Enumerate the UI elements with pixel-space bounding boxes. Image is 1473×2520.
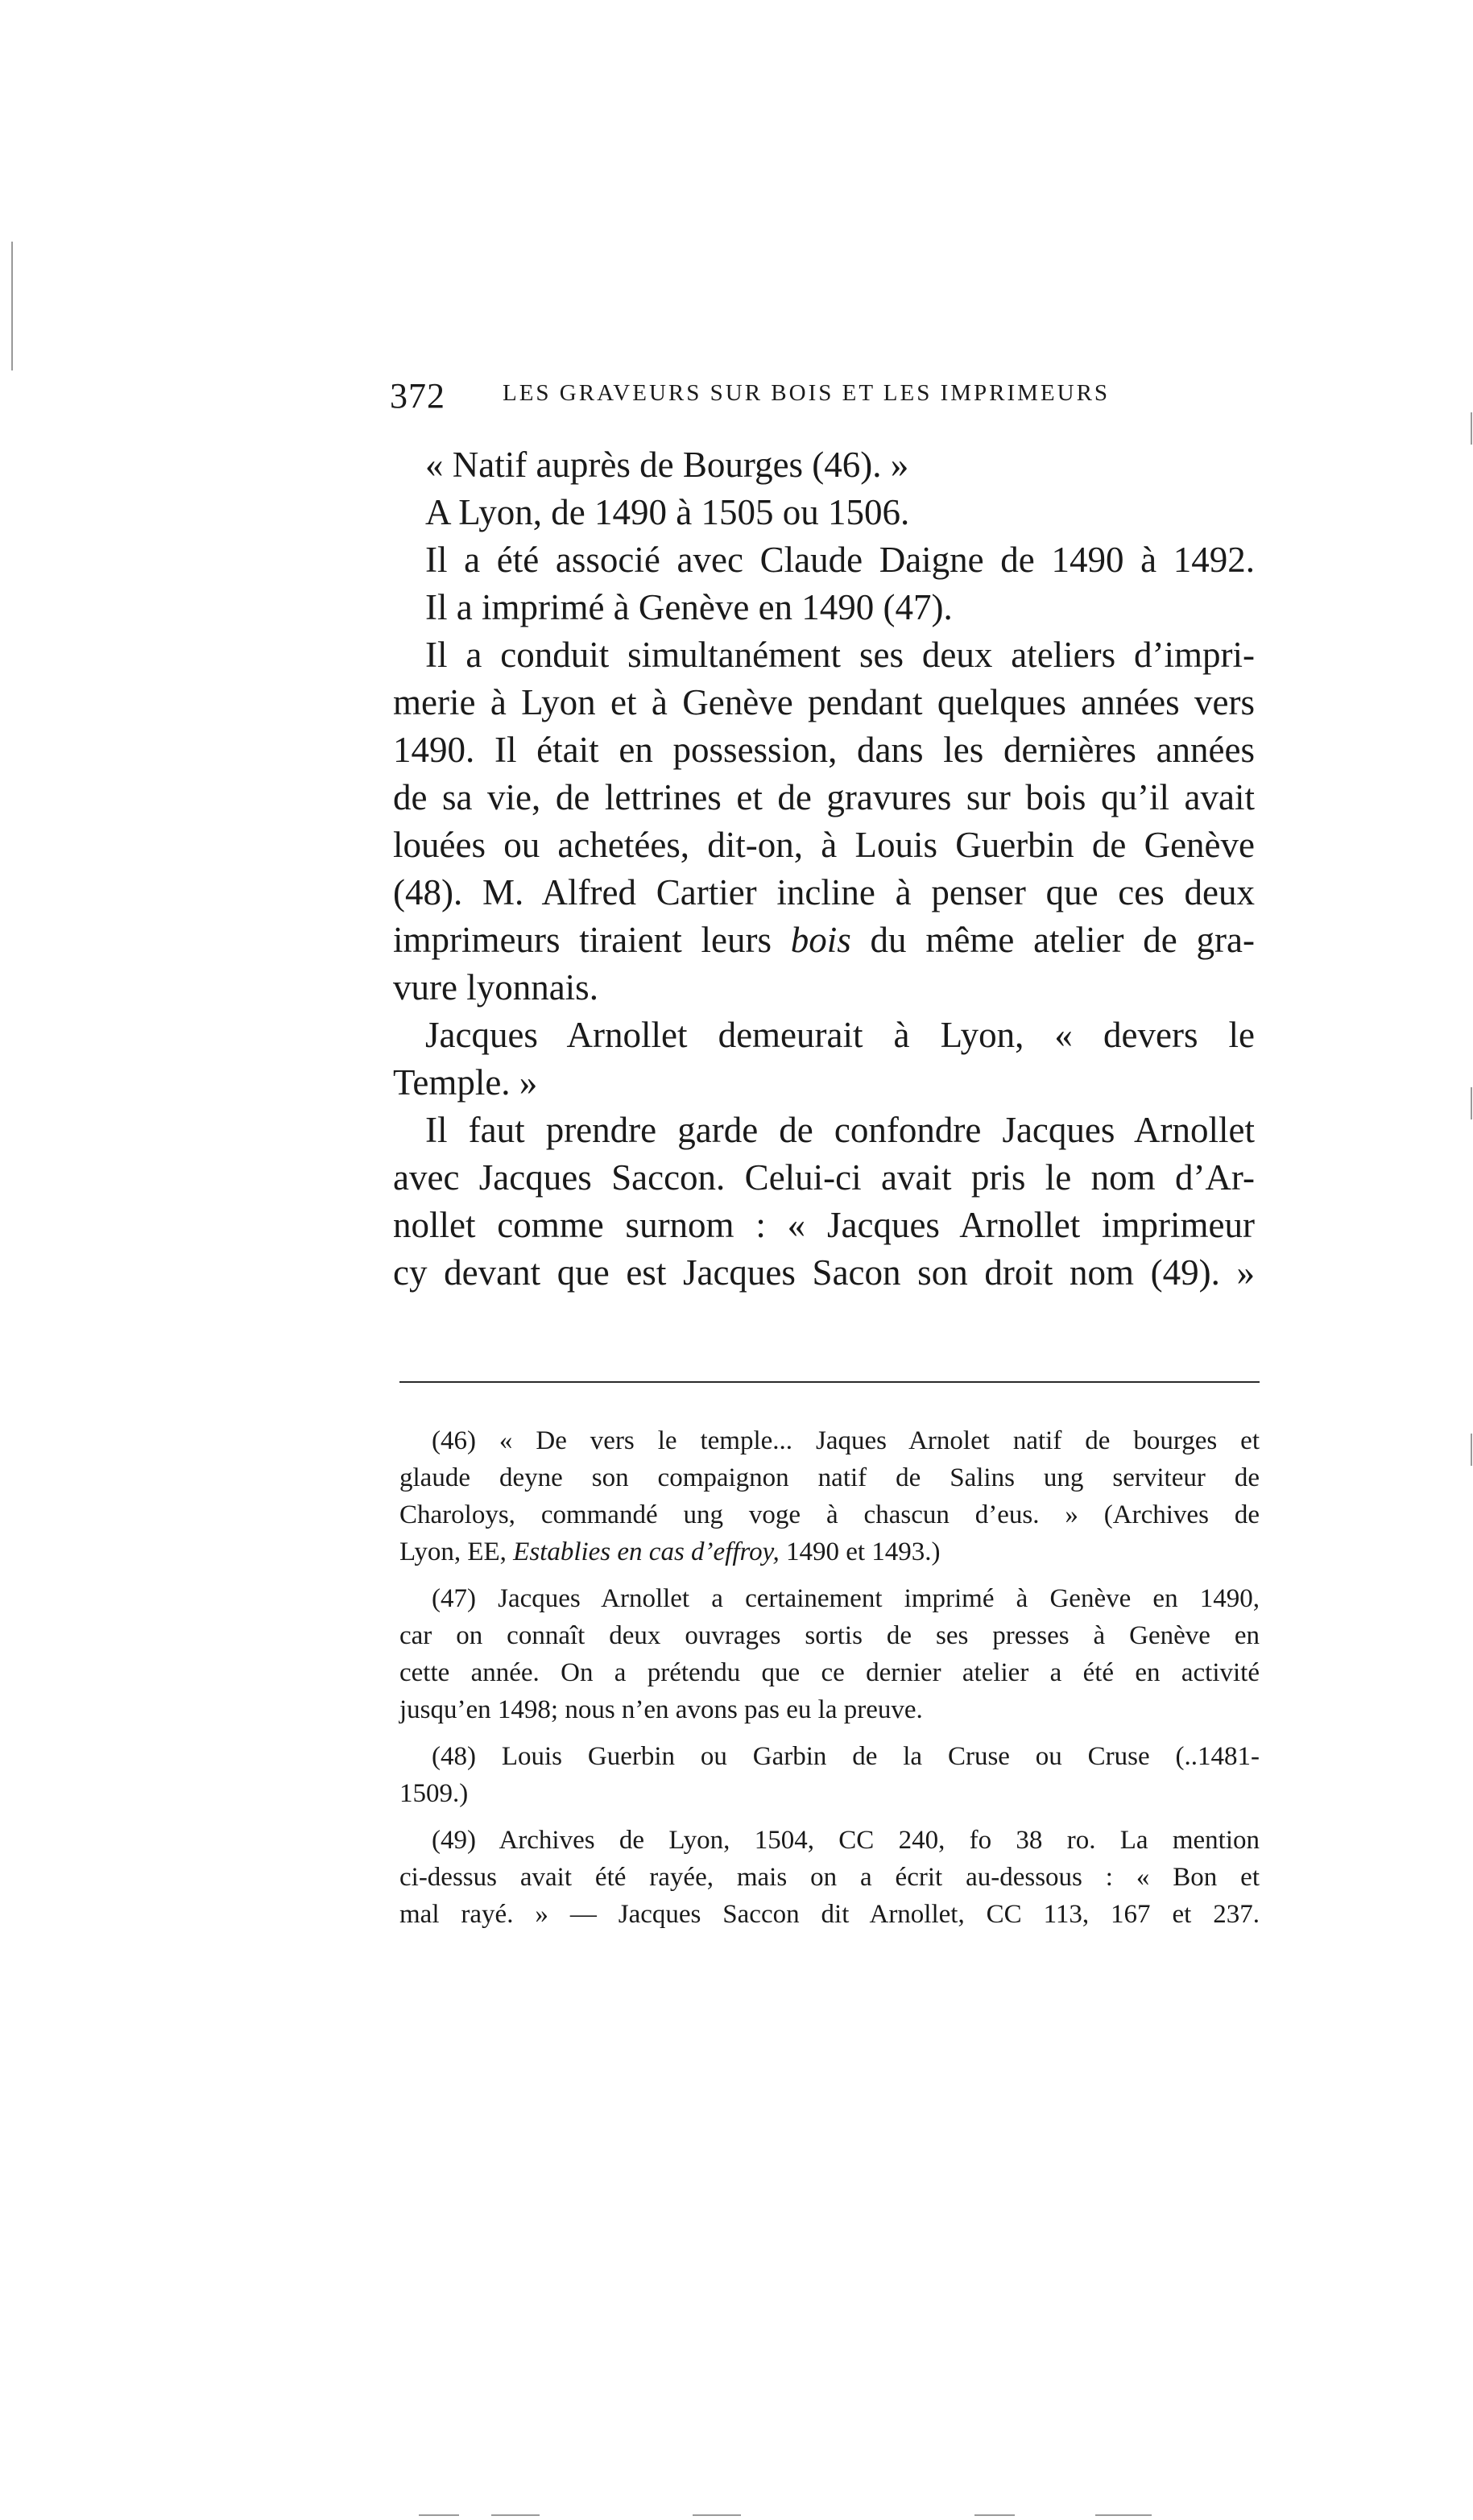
text-line: de sa vie, de lettrines et de gravures sur bois qu’il avait bbox=[393, 777, 1255, 817]
text-line: cy devant que est Jacques Sacon son droit nom (49). » bbox=[393, 1252, 1255, 1293]
footnote-line: glaude deyne son compaignon natif de Salins ung serviteur de bbox=[399, 1463, 1260, 1492]
text-line: louées ou achetées, dit-on, à Louis Guerbin de Genève bbox=[393, 825, 1255, 865]
footnotes bbox=[399, 1422, 1260, 1933]
text-line: Il a été associé avec Claude Daigne de 1490 à 1492. bbox=[425, 540, 1255, 580]
scan-mark bbox=[1471, 1087, 1472, 1119]
scan-mark bbox=[974, 2514, 1015, 2516]
scan-mark bbox=[693, 2514, 741, 2516]
text-line: Jacques Arnollet demeurait à Lyon, « devers le bbox=[425, 1015, 1255, 1055]
scan-mark bbox=[491, 2514, 540, 2516]
text-line: 1490. Il était en possession, dans les dernières années bbox=[393, 730, 1255, 770]
footnote-line: mal rayé. » — Jacques Saccon dit Arnollet, CC 113, 167 et 237. bbox=[399, 1900, 1260, 1929]
text-line: « Natif auprès de Bourges (46). » bbox=[425, 445, 909, 485]
text-line: (48). M. Alfred Cartier incline à penser que ces deux bbox=[393, 872, 1255, 912]
footnote-line: (47) Jacques Arnollet a certainement imprimé à Genève en 1490, bbox=[432, 1584, 1260, 1613]
scan-mark bbox=[11, 242, 13, 370]
text-line: A Lyon, de 1490 à 1505 ou 1506. bbox=[425, 492, 910, 532]
text-line: nollet comme surnom : « Jacques Arnollet imprimeur bbox=[393, 1205, 1255, 1245]
text-line: avec Jacques Saccon. Celui-ci avait pris le nom d’Ar- bbox=[393, 1157, 1255, 1198]
text-segment: Lyon, EE, bbox=[399, 1537, 514, 1566]
text-line: Il a conduit simultanément ses deux ateliers d’impri- bbox=[425, 635, 1255, 675]
footnote-line: (46) « De vers le temple... Jaques Arnolet natif de bourges et bbox=[432, 1426, 1260, 1455]
scan-mark bbox=[1471, 412, 1472, 445]
text-line: Il a imprimé à Genève en 1490 (47). bbox=[425, 587, 953, 627]
page-number: 372 bbox=[390, 376, 445, 416]
italic-title: Establies en cas d’effroy, bbox=[513, 1537, 780, 1566]
text-line bbox=[393, 917, 1255, 964]
text-segment: 1490 et 1493.) bbox=[779, 1537, 941, 1566]
footnote-line: (48) Louis Guerbin ou Garbin de la Cruse ou Cruse (..1481- bbox=[432, 1742, 1260, 1771]
footnote-rule bbox=[399, 1381, 1260, 1383]
scan-mark bbox=[1095, 2514, 1152, 2516]
text-line: Il faut prendre garde de confondre Jacques Arnollet bbox=[425, 1110, 1255, 1150]
text-segment: du même atelier de gra- bbox=[850, 920, 1255, 960]
footnote-line: ci-dessus avait été rayée, mais on a écrit au-dessous : « Bon et bbox=[399, 1863, 1260, 1892]
scan-mark bbox=[1471, 1434, 1472, 1466]
footnote-line: cette année. On a prétendu que ce dernier atelier a été en activité bbox=[399, 1658, 1260, 1687]
text-line: vure lyonnais. bbox=[393, 967, 598, 1008]
text-segment: imprimeurs tiraient leurs bbox=[393, 920, 791, 960]
footnote-line: 1509.) bbox=[399, 1779, 469, 1808]
footnote-line: (49) Archives de Lyon, 1504, CC 240, fo 38 ro. La mention bbox=[432, 1826, 1260, 1855]
text-line: Temple. » bbox=[393, 1062, 538, 1103]
scan-mark bbox=[419, 2514, 459, 2516]
footnote-line: car on connaît deux ouvrages sortis de ses presses à Genève en bbox=[399, 1621, 1260, 1650]
text-line: merie à Lyon et à Genève pendant quelques années vers bbox=[393, 682, 1255, 722]
footnote-line: jusqu’en 1498; nous n’en avons pas eu la preuve. bbox=[399, 1695, 923, 1724]
footnote-line bbox=[399, 1533, 1260, 1570]
running-title: LES GRAVEURS SUR BOIS ET LES IMPRIMEURS bbox=[503, 380, 1111, 406]
main-text bbox=[393, 441, 1255, 1297]
footnote-line: Charoloys, commandé ung voge à chascun d’eus. » (Archives de bbox=[399, 1500, 1260, 1529]
italic-word: bois bbox=[790, 920, 851, 960]
page-header bbox=[390, 372, 1260, 420]
